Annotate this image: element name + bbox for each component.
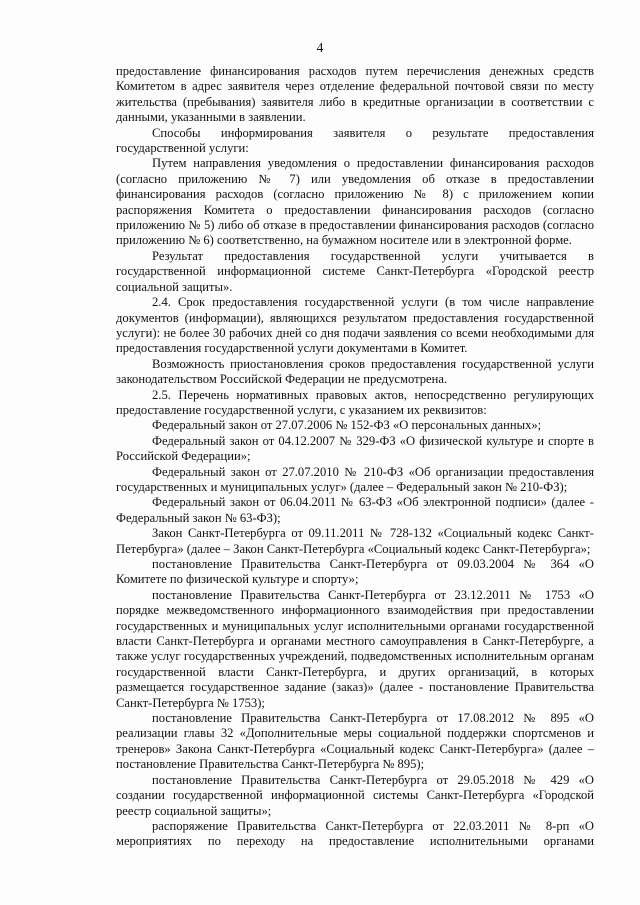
- paragraph-suspension: Возможность приостановления сроков предоставления государственной услуги законодательством Российской Федерации не предусмотрена.: [116, 356, 594, 387]
- paragraph-section-2-4: 2.4. Срок предоставления государственной услуги (в том числе направление документов (информации), являющихся результатом предоставления государственной услуги): не более 30 рабочих дней со дня подачи заявления со всеми необходимыми для предоставления государственной услуги документами в Комитет.: [116, 295, 594, 356]
- paragraph-result-registry: Результат предоставления государственной услуги учитывается в государственной информационной системе Санкт-Петербурга «Городской реестр социальной защиты».: [116, 248, 594, 294]
- paragraph-law-63: Федеральный закон от 06.04.2011 № 63-ФЗ «Об электронной подписи» (далее - Федеральный закон № 63-ФЗ);: [116, 495, 594, 525]
- paragraph-resolution-429: постановление Правительства Санкт-Петербурга от 29.05.2018 № 429 «О создании государственной информационной системы Санкт-Петербурга «Городской реестр социальной защиты»;: [116, 772, 594, 818]
- paragraph-spb-law-728: Закон Санкт-Петербурга от 09.11.2011 № 728-132 «Социальный кодекс Санкт-Петербурга» (далее – Закон Санкт-Петербурга «Социальный кодекс Санкт-Петербурга»;: [116, 526, 594, 556]
- paragraph-law-329: Федеральный закон от 04.12.2007 № 329-ФЗ «О физической культуре и спорте в Российской Федерации»;: [116, 433, 594, 464]
- paragraph-law-210: Федеральный закон от 27.07.2010 № 210-ФЗ «Об организации предоставления государственных и муниципальных услуг» (далее – Федеральный закон № 210-ФЗ);: [116, 464, 594, 494]
- paragraph-resolution-364: постановление Правительства Санкт-Петербурга от 09.03.2004 № 364 «О Комитете по физической культуре и спорту»;: [116, 557, 594, 587]
- document-body: [116, 64, 594, 850]
- paragraph-informing-methods: Способы информирования заявителя о результате предоставления государственной услуги:: [116, 125, 594, 156]
- paragraph-resolution-895: постановление Правительства Санкт-Петербурга от 17.08.2012 № 895 «О реализации главы 32 «Дополнительные меры социальной поддержки спортсменов и тренеров» Закона Санкт-Петербурга «Социальный кодекс Санкт-Петербурга» (далее – постановление Правительства Санкт-Петербурга № 895);: [116, 711, 594, 772]
- paragraph-resolution-1753: постановление Правительства Санкт-Петербурга от 23.12.2011 № 1753 «О порядке межведомственного информационного взаимодействия при предоставлении государственных и муниципальных услуг исполнительными органами государственной власти Санкт-Петербурга и органами местного самоуправления в Санкт-Петербурге, а также услуг государственных учреждений, подведомственных исполнительным органам государственной власти Санкт-Петербурга, и других организаций, в которых размещается государственное задание (заказ)» (далее - постановление Правительства Санкт-Петербурга № 1753);: [116, 587, 594, 710]
- paragraph-notification: Путем направления уведомления о предоставлении финансирования расходов (согласно приложению № 7) или уведомления об отказе в предоставлении финансирования расходов (согласно приложению № 8) с приложением копии распоряжения Комитета о предоставлении финансирования расходов (согласно приложению № 5) либо об отказе в предоставлении финансирования расходов (согласно приложению № 6) соответственно, на бумажном носителе или в электронной форме.: [116, 156, 594, 248]
- paragraph-order-8rp: распоряжение Правительства Санкт-Петербурга от 22.03.2011 № 8-рп «О мероприятиях по переходу на предоставление исполнительными органами: [116, 818, 594, 849]
- paragraph-section-2-5: 2.5. Перечень нормативных правовых актов, непосредственно регулирующих предоставление государственной услуги, с указанием их реквизитов:: [116, 387, 594, 417]
- page-number: 4: [316, 40, 324, 55]
- paragraph-financing-transfer: предоставление финансирования расходов путем перечисления денежных средств Комитетом в адрес заявителя через отделение федеральной почтовой связи по месту жительства (пребывания) заявителя либо в кредитные организации в соответствии с данными, указанными в заявлении.: [116, 64, 594, 125]
- paragraph-law-152: Федеральный закон от 27.07.2006 № 152-ФЗ «О персональных данных»;: [152, 418, 542, 433]
